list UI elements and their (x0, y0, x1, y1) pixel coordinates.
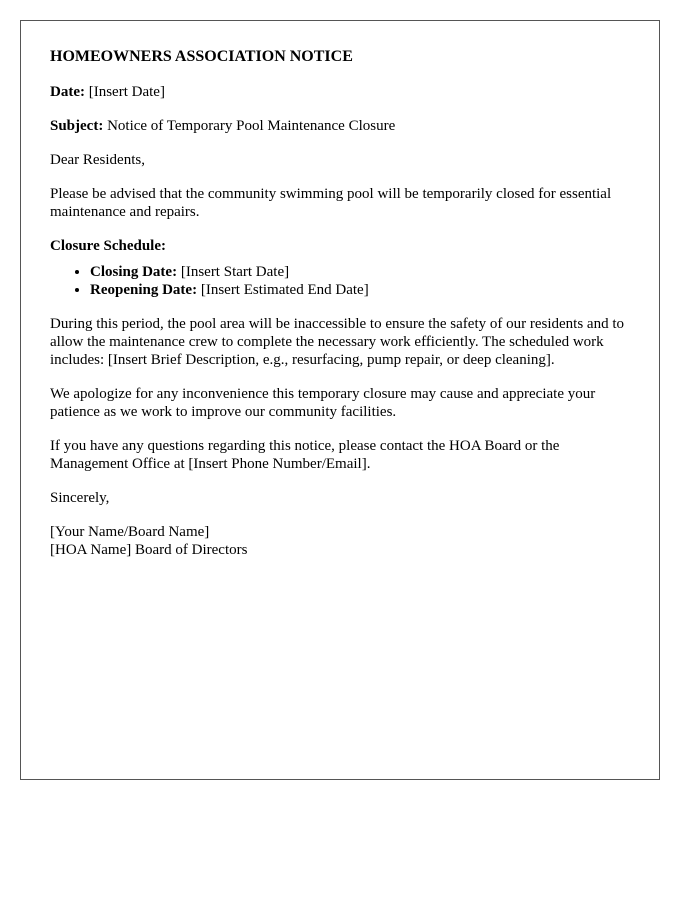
document-page (20, 20, 660, 780)
reopening-date-value: [Insert Estimated End Date] (197, 282, 369, 298)
closure-schedule-heading: Closure Schedule: (50, 238, 166, 254)
notice-body (50, 47, 640, 559)
greeting: Dear Residents, (50, 152, 145, 168)
date-line (50, 83, 640, 101)
subject-label: Subject: (50, 118, 104, 134)
signature-block (50, 523, 640, 559)
list-item (90, 281, 640, 299)
reopening-date-label: Reopening Date: (90, 282, 198, 298)
date-label: Date: (50, 84, 85, 100)
closing-line: Sincerely, (50, 490, 110, 506)
signature-name: [Your Name/Board Name] (50, 524, 210, 540)
closing-date-label: Closing Date: (90, 264, 178, 280)
intro-paragraph: Please be advised that the community swimming pool will be temporarily closed for essential maintenance and repairs. (50, 186, 612, 220)
apology-paragraph: We apologize for any inconvenience this temporary closure may cause and appreciate your patience as we work to improve our community facilities. (50, 386, 596, 420)
signature-organization: [HOA Name] Board of Directors (50, 542, 248, 558)
period-paragraph: During this period, the pool area will be inaccessible to ensure the safety of our residents and to allow the maintenance crew to complete the necessary work efficiently. The scheduled work includes: [Insert Brief Description, e.g., resurfacing, pump repair, or deep cleaning]. (50, 316, 624, 368)
subject-line (50, 117, 640, 135)
closing-date-value: [Insert Start Date] (177, 264, 290, 280)
date-value: [Insert Date] (84, 84, 165, 100)
closure-schedule-list (50, 263, 640, 299)
notice-title: HOMEOWNERS ASSOCIATION NOTICE (50, 48, 353, 65)
subject-value: Notice of Temporary Pool Maintenance Closure (103, 118, 396, 134)
list-item (90, 263, 640, 281)
contact-paragraph: If you have any questions regarding this notice, please contact the HOA Board or the Management Office at [Insert Phone Number/Email]. (50, 438, 560, 472)
